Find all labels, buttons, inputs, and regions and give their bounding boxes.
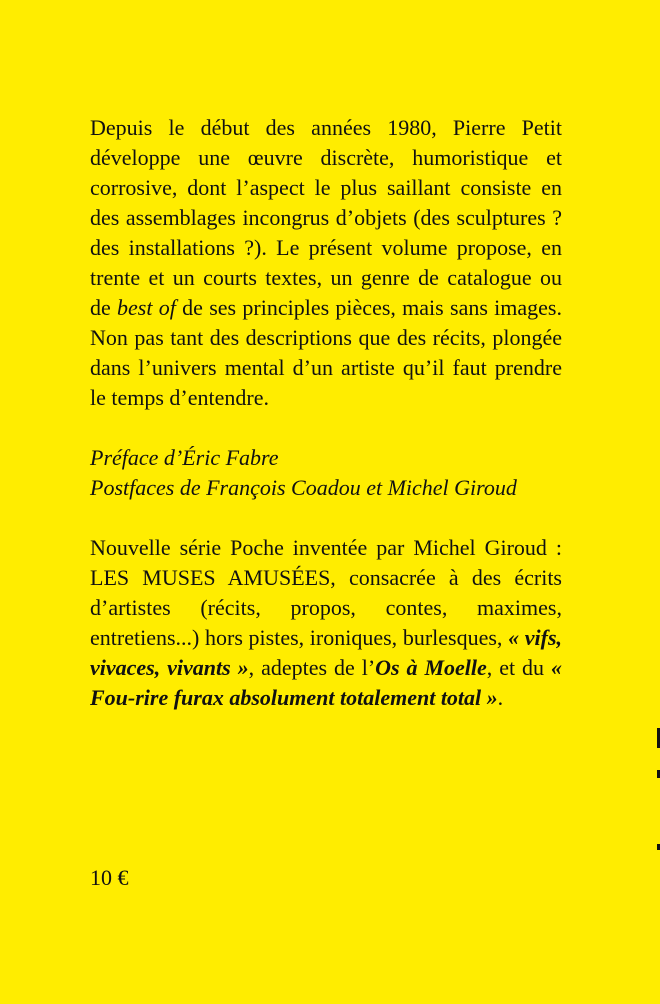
postfaces-credit: Postfaces de François Coadou et Michel Giroud — [90, 475, 517, 500]
series-description — [90, 533, 562, 713]
series-quote-fou-rire: « Fou-rire furax absolument totalement total » — [90, 655, 562, 710]
series-text-1: Nouvelle série Poche inventée par Michel Giroud : LES MUSES AMUSÉES, consacrée à des écrits d’artistes (récits, propos, contes, maximes, entretiens...) hors pistes, ironiques, burlesques, — [90, 535, 562, 650]
preface-credit: Préface d’Éric Fabre — [90, 445, 279, 470]
price-label: 10 € — [90, 865, 129, 890]
blurb-italic-best-of: best of — [117, 295, 176, 320]
back-cover-blurb — [90, 113, 562, 413]
series-os-a-moelle: Os à Moelle — [375, 655, 487, 680]
blurb-text-before: Depuis le début des années 1980, Pierre Petit développe une œuvre discrète, humoristique et corrosive, dont l’aspect le plus saillant consiste en des assemblages incongrus d’objets (des sculptures ? des installations ?). Le présent volume propose, en trente et un courts textes, un genre de catalogue ou de — [90, 115, 562, 320]
series-text-2: , adeptes de l’ — [248, 655, 376, 680]
spine-edge-marks — [656, 728, 660, 858]
series-quote-vifs: « vifs, vivaces, vivants » — [90, 625, 563, 680]
series-text-3: , et du — [486, 655, 551, 680]
blurb-text-after: de ses principles pièces, mais sans images. Non pas tant des descriptions que des récits, plongée dans l’univers mental d’un artiste qu’il faut prendre le temps d’entendre. — [90, 295, 562, 410]
series-text-4: . — [497, 685, 504, 710]
credits — [90, 443, 562, 503]
